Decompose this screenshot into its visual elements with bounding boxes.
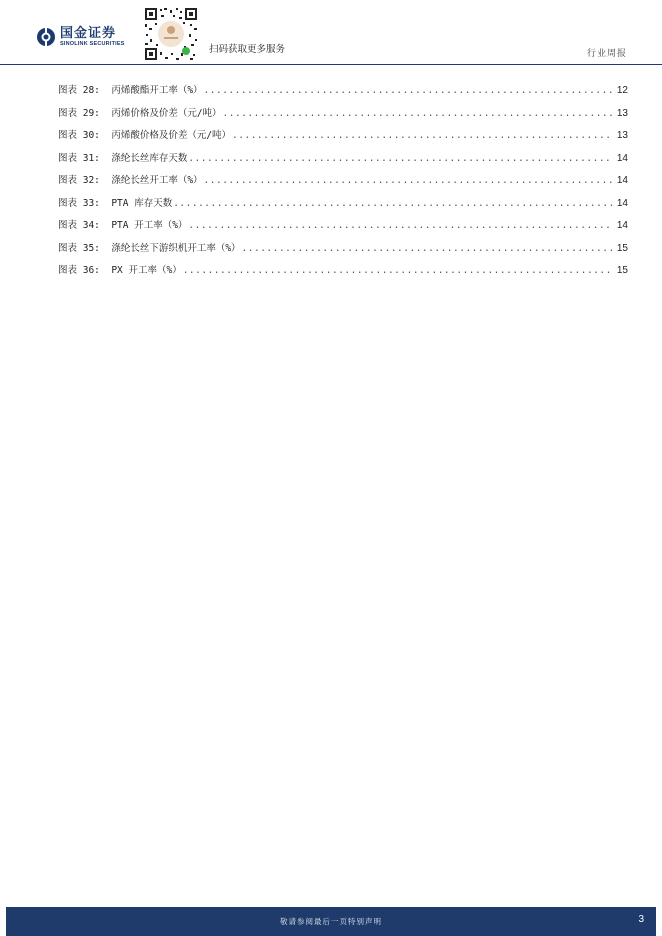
toc-entry-page: 13 <box>616 130 628 141</box>
toc-entry[interactable] <box>58 217 628 240</box>
logo-chinese-name: 国金证券 <box>60 25 117 41</box>
dot-leader <box>204 175 613 186</box>
dot-leader <box>183 265 613 276</box>
toc-entry-label: 图表 31: 涤纶长丝库存天数 <box>58 152 188 164</box>
dot-leader <box>188 153 613 164</box>
disclaimer-notice: 敬请参阅最后一页特别声明 <box>280 917 382 926</box>
toc-entry[interactable] <box>58 127 628 150</box>
toc-entry-label: 图表 35: 涤纶长丝下游织机开工率（%） <box>58 242 241 254</box>
toc-entry-label: 图表 29: 丙烯价格及价差（元/吨） <box>58 107 222 119</box>
toc-entry-page: 15 <box>616 265 628 276</box>
dot-leader <box>173 198 613 209</box>
toc-entry[interactable] <box>58 150 628 173</box>
toc-entry-label: 图表 36: PX 开工率（%） <box>58 265 182 276</box>
dot-leader <box>223 108 613 119</box>
toc-entry-label: 图表 34: PTA 开工率（%） <box>58 220 188 231</box>
scan-for-services-text: 扫码获取更多服务 <box>209 44 286 55</box>
toc-entry-page: 13 <box>616 107 628 119</box>
toc-entry-page: 14 <box>616 175 628 186</box>
dot-leader <box>232 130 613 141</box>
toc-entry-page: 14 <box>616 152 628 164</box>
sinolink-logo-icon <box>36 27 56 47</box>
dot-leader <box>188 220 613 231</box>
dot-leader <box>204 85 613 96</box>
page-header <box>0 0 662 64</box>
toc-entry-label: 图表 30: 丙烯酸价格及价差（元/吨） <box>58 130 232 141</box>
logo-english-name: SINOLINK SECURITIES <box>60 40 125 47</box>
company-logo <box>36 24 125 50</box>
toc-entry[interactable] <box>58 195 628 218</box>
toc-entry-label: 图表 28: 丙烯酸酯开工率（%） <box>58 85 203 96</box>
toc-entry-page: 15 <box>616 242 628 254</box>
toc-entry-label: 图表 32: 涤纶长丝开工率（%） <box>58 175 203 186</box>
page-number: 3 <box>638 914 644 925</box>
dot-leader <box>242 243 613 254</box>
toc-entry[interactable] <box>58 262 628 285</box>
qr-code-icon[interactable] <box>143 6 199 62</box>
toc-entry[interactable] <box>58 240 628 263</box>
toc-entry[interactable] <box>58 82 628 105</box>
report-type-label: 行业周报 <box>586 49 627 59</box>
page-footer <box>6 907 656 936</box>
header-divider <box>0 64 662 65</box>
figure-list <box>58 82 628 285</box>
toc-entry-page: 14 <box>616 220 628 231</box>
toc-entry-page: 14 <box>616 197 628 209</box>
toc-entry[interactable] <box>58 105 628 128</box>
toc-entry-page: 12 <box>616 85 628 96</box>
toc-entry-label: 图表 33: PTA 库存天数 <box>58 197 173 209</box>
toc-entry[interactable] <box>58 172 628 195</box>
